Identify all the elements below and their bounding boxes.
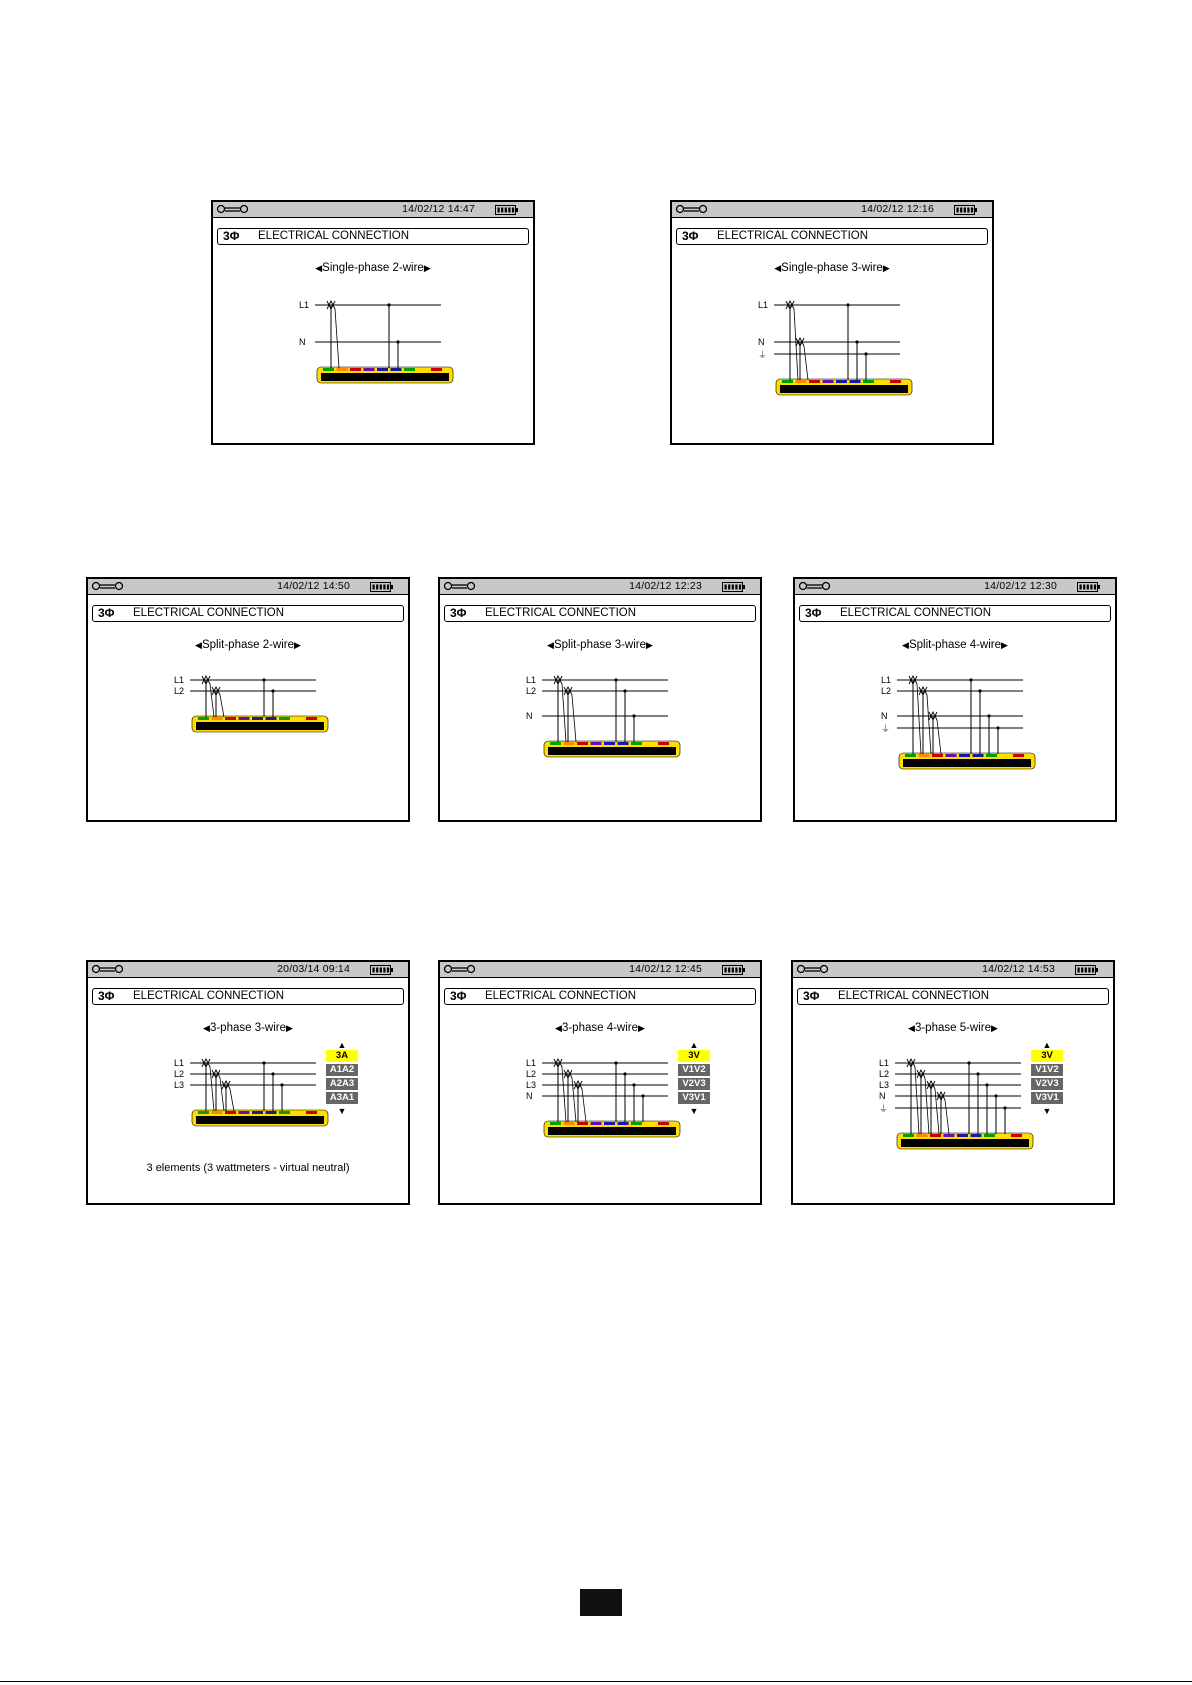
clamp-lead bbox=[230, 1089, 234, 1111]
terminal-mark bbox=[577, 742, 588, 745]
voltage-tap-dot bbox=[623, 1072, 626, 1075]
terminal-mark bbox=[604, 1122, 615, 1125]
meter-screen bbox=[211, 200, 535, 445]
mode-label: Single-phase 2-wire bbox=[322, 262, 424, 274]
voltage-tap-dot bbox=[614, 678, 617, 681]
terminal-mark bbox=[850, 380, 861, 383]
right-arrow-icon[interactable]: ▶ bbox=[423, 263, 431, 273]
meter-screen bbox=[793, 577, 1117, 822]
selector-option[interactable]: V1V2 bbox=[678, 1064, 710, 1076]
terminal-mark bbox=[591, 1122, 602, 1125]
connector-body bbox=[196, 1116, 324, 1124]
voltage-tap-dot bbox=[387, 303, 390, 306]
voltage-tap-dot bbox=[996, 726, 999, 729]
selector-option[interactable]: A1A2 bbox=[326, 1064, 358, 1076]
terminal-mark bbox=[919, 754, 930, 757]
down-arrow-icon[interactable]: ▼ bbox=[337, 1106, 347, 1116]
clamp-lead bbox=[220, 695, 224, 717]
phase-symbol: 3Φ bbox=[223, 229, 240, 243]
terminal-mark bbox=[998, 1134, 1009, 1137]
date-time: 14/02/12 14:47 bbox=[402, 203, 475, 215]
voltage-tap-dot bbox=[396, 340, 399, 343]
selector-option[interactable]: V2V3 bbox=[678, 1078, 710, 1090]
line-label: L2 bbox=[174, 1069, 185, 1079]
voltage-tap-dot bbox=[985, 1083, 988, 1086]
terminal-mark bbox=[796, 380, 807, 383]
wiring-diagram bbox=[795, 579, 1115, 820]
voltage-tap-dot bbox=[614, 1061, 617, 1064]
terminal-mark bbox=[577, 1122, 588, 1125]
terminal-mark bbox=[905, 754, 916, 757]
view-selector[interactable] bbox=[326, 1040, 358, 1116]
terminal-mark bbox=[946, 754, 957, 757]
phase-symbol: 3Φ bbox=[450, 606, 467, 620]
terminal-mark bbox=[645, 1122, 656, 1125]
screen-title: ELECTRICAL CONNECTION bbox=[485, 990, 637, 1002]
terminal-mark bbox=[809, 380, 820, 383]
terminal-mark bbox=[1000, 754, 1011, 757]
wiring-diagram bbox=[88, 579, 408, 820]
left-arrow-icon[interactable]: ◀ bbox=[555, 1023, 562, 1033]
terminal-mark bbox=[564, 1122, 575, 1125]
meter-screen bbox=[86, 577, 410, 822]
left-arrow-icon[interactable]: ◀ bbox=[908, 1023, 915, 1033]
screen-title: ELECTRICAL CONNECTION bbox=[840, 607, 992, 619]
selector-option[interactable]: 3V bbox=[678, 1050, 710, 1062]
line-label: L1 bbox=[758, 300, 769, 310]
up-arrow-icon[interactable]: ▲ bbox=[689, 1040, 699, 1050]
left-arrow-icon[interactable]: ◀ bbox=[203, 1023, 210, 1033]
clamp-lead bbox=[582, 1089, 586, 1122]
line-label: L1 bbox=[526, 675, 537, 685]
terminal-mark bbox=[364, 368, 375, 371]
voltage-tap-dot bbox=[855, 340, 858, 343]
terminal-mark bbox=[550, 742, 561, 745]
screen-title: ELECTRICAL CONNECTION bbox=[485, 607, 637, 619]
mode-label: Split-phase 3-wire bbox=[553, 639, 647, 651]
line-label: L3 bbox=[174, 1080, 185, 1090]
terminal-mark bbox=[604, 742, 615, 745]
line-label: L3 bbox=[879, 1080, 890, 1090]
terminal-mark bbox=[225, 1111, 236, 1114]
line-label: L1 bbox=[881, 675, 892, 685]
terminal-mark bbox=[431, 368, 442, 371]
voltage-tap-dot bbox=[1003, 1106, 1006, 1109]
connector-body bbox=[780, 385, 908, 393]
screen-title: ELECTRICAL CONNECTION bbox=[133, 607, 285, 619]
voltage-tap-dot bbox=[623, 689, 626, 692]
voltage-tap-dot bbox=[976, 1072, 979, 1075]
line-label: N bbox=[526, 711, 533, 721]
page-number-box bbox=[580, 1589, 622, 1616]
right-arrow-icon[interactable]: ▶ bbox=[286, 1023, 293, 1033]
clamp-lead bbox=[572, 695, 576, 742]
line-label: N bbox=[879, 1091, 886, 1101]
terminal-mark bbox=[890, 380, 901, 383]
terminal-mark bbox=[198, 1111, 209, 1114]
terminal-mark bbox=[293, 1111, 304, 1114]
wiring-diagram bbox=[440, 962, 760, 1203]
terminal-mark bbox=[782, 380, 793, 383]
terminal-mark bbox=[239, 1111, 250, 1114]
terminal-mark bbox=[564, 742, 575, 745]
line-label: L1 bbox=[299, 300, 310, 310]
phase-symbol: 3Φ bbox=[803, 989, 820, 1003]
terminal-mark bbox=[293, 717, 304, 720]
connector-body bbox=[548, 747, 676, 755]
phase-symbol: 3Φ bbox=[98, 606, 115, 620]
down-arrow-icon[interactable]: ▼ bbox=[689, 1106, 699, 1116]
date-time: 14/02/12 12:30 bbox=[984, 580, 1057, 592]
terminal-mark bbox=[836, 380, 847, 383]
terminal-mark bbox=[631, 1122, 642, 1125]
date-time: 14/02/12 12:45 bbox=[629, 963, 702, 975]
up-arrow-icon[interactable]: ▲ bbox=[337, 1040, 347, 1050]
voltage-tap-dot bbox=[978, 689, 981, 692]
wiring-diagram bbox=[440, 579, 760, 820]
selector-option[interactable]: V2V3 bbox=[1031, 1078, 1063, 1090]
line-label: L1 bbox=[879, 1058, 890, 1068]
terminal-mark bbox=[404, 368, 415, 371]
terminal-mark bbox=[323, 368, 334, 371]
connector-body bbox=[196, 722, 324, 730]
terminal-mark bbox=[279, 717, 290, 720]
ground-icon: ⏚ bbox=[879, 1104, 889, 1114]
phase-symbol: 3Φ bbox=[805, 606, 822, 620]
terminal-mark bbox=[198, 717, 209, 720]
terminal-mark bbox=[863, 380, 874, 383]
terminal-mark bbox=[266, 717, 277, 720]
terminal-mark bbox=[903, 1134, 914, 1137]
wiring-diagram bbox=[793, 962, 1113, 1203]
voltage-tap-dot bbox=[967, 1061, 970, 1064]
terminal-mark bbox=[618, 742, 629, 745]
terminal-mark bbox=[391, 368, 402, 371]
view-selector[interactable] bbox=[1031, 1040, 1063, 1116]
right-arrow-icon[interactable]: ▶ bbox=[638, 1023, 645, 1033]
phase-symbol: 3Φ bbox=[98, 989, 115, 1003]
terminal-mark bbox=[252, 717, 263, 720]
terminal-mark bbox=[645, 742, 656, 745]
terminal-mark bbox=[337, 368, 348, 371]
terminal-mark bbox=[306, 717, 317, 720]
date-time: 14/02/12 14:50 bbox=[277, 580, 350, 592]
selector-option[interactable]: A3A1 bbox=[326, 1092, 358, 1104]
right-arrow-icon[interactable]: ▶ bbox=[882, 263, 890, 273]
terminal-mark bbox=[212, 717, 223, 720]
clamp-lead bbox=[804, 346, 808, 380]
terminal-mark bbox=[266, 1111, 277, 1114]
terminal-mark bbox=[959, 754, 970, 757]
date-time: 14/02/12 12:16 bbox=[861, 203, 934, 215]
right-arrow-icon[interactable]: ▶ bbox=[991, 1023, 998, 1033]
date-time: 20/03/14 09:14 bbox=[277, 963, 350, 975]
terminal-mark bbox=[1011, 1134, 1022, 1137]
terminal-mark bbox=[930, 1134, 941, 1137]
terminal-mark bbox=[631, 742, 642, 745]
terminal-mark bbox=[917, 1134, 928, 1137]
selector-option[interactable]: V3V1 bbox=[1031, 1092, 1063, 1104]
voltage-tap-dot bbox=[969, 678, 972, 681]
wiring-diagram bbox=[213, 202, 533, 443]
voltage-tap-dot bbox=[641, 1094, 644, 1097]
line-label: L1 bbox=[174, 1058, 185, 1068]
terminal-mark bbox=[377, 368, 388, 371]
voltage-tap-dot bbox=[280, 1083, 283, 1086]
clamp-lead bbox=[794, 309, 798, 380]
screen-title: ELECTRICAL CONNECTION bbox=[133, 990, 285, 1002]
terminal-mark bbox=[984, 1134, 995, 1137]
left-arrow-icon[interactable]: ◀ bbox=[195, 640, 202, 650]
terminal-mark bbox=[658, 1122, 669, 1125]
line-label: L2 bbox=[881, 686, 892, 696]
right-arrow-icon[interactable]: ▶ bbox=[646, 640, 653, 650]
terminal-mark bbox=[618, 1122, 629, 1125]
mode-label: Single-phase 3-wire bbox=[781, 262, 883, 274]
line-label: L2 bbox=[879, 1069, 890, 1079]
selector-option[interactable]: A2A3 bbox=[326, 1078, 358, 1090]
line-label: L2 bbox=[526, 1069, 537, 1079]
meter-screen bbox=[438, 960, 762, 1205]
terminal-mark bbox=[973, 754, 984, 757]
terminal-mark bbox=[591, 742, 602, 745]
terminal-mark bbox=[550, 1122, 561, 1125]
right-arrow-icon[interactable]: ▶ bbox=[294, 640, 301, 650]
terminal-mark bbox=[225, 717, 236, 720]
selector-option[interactable]: V3V1 bbox=[678, 1092, 710, 1104]
terminal-mark bbox=[1013, 754, 1024, 757]
line-label: L3 bbox=[526, 1080, 537, 1090]
ground-icon: ⏚ bbox=[881, 724, 891, 734]
terminal-mark bbox=[239, 717, 250, 720]
screen-title: ELECTRICAL CONNECTION bbox=[717, 230, 869, 242]
date-time: 14/02/12 12:23 bbox=[629, 580, 702, 592]
line-label: L1 bbox=[526, 1058, 537, 1068]
line-label: N bbox=[526, 1091, 533, 1101]
terminal-mark bbox=[658, 742, 669, 745]
voltage-tap-dot bbox=[846, 303, 849, 306]
voltage-tap-dot bbox=[994, 1094, 997, 1097]
down-arrow-icon[interactable]: ▼ bbox=[1042, 1106, 1052, 1116]
voltage-tap-dot bbox=[271, 689, 274, 692]
clamp-lead bbox=[335, 309, 339, 368]
connection-caption: 3 elements (3 wattmeters - virtual neutral) bbox=[146, 1162, 350, 1174]
view-selector[interactable] bbox=[678, 1040, 710, 1116]
meter-screen bbox=[438, 577, 762, 822]
terminal-mark bbox=[957, 1134, 968, 1137]
left-arrow-icon[interactable]: ◀ bbox=[547, 640, 554, 650]
phase-symbol: 3Φ bbox=[682, 229, 699, 243]
terminal-mark bbox=[986, 754, 997, 757]
date-time: 14/02/12 14:53 bbox=[982, 963, 1055, 975]
meter-screen bbox=[86, 960, 410, 1205]
voltage-tap-dot bbox=[271, 1072, 274, 1075]
selector-option[interactable]: 3A bbox=[326, 1050, 358, 1062]
connector-body bbox=[903, 759, 1031, 767]
mode-label: 3-phase 4-wire bbox=[561, 1022, 639, 1034]
voltage-tap-dot bbox=[262, 678, 265, 681]
left-arrow-icon[interactable]: ◀ bbox=[774, 263, 782, 273]
terminal-mark bbox=[823, 380, 834, 383]
clamp-lead bbox=[937, 720, 941, 754]
line-label: N bbox=[758, 337, 765, 347]
ground-icon: ⏚ bbox=[758, 350, 768, 360]
screen-title: ELECTRICAL CONNECTION bbox=[838, 990, 990, 1002]
screen-title: ELECTRICAL CONNECTION bbox=[258, 230, 410, 242]
mode-label: 3-phase 5-wire bbox=[914, 1022, 992, 1034]
connector-body bbox=[321, 373, 449, 381]
mode-label: 3-phase 3-wire bbox=[209, 1022, 287, 1034]
voltage-tap-dot bbox=[987, 714, 990, 717]
voltage-tap-dot bbox=[864, 352, 867, 355]
line-label: L2 bbox=[174, 686, 185, 696]
terminal-mark bbox=[212, 1111, 223, 1114]
up-arrow-icon[interactable]: ▲ bbox=[1042, 1040, 1052, 1050]
phase-symbol: 3Φ bbox=[450, 989, 467, 1003]
wiring-diagram bbox=[672, 202, 992, 443]
clamp-lead bbox=[945, 1100, 949, 1134]
voltage-tap-dot bbox=[632, 714, 635, 717]
left-arrow-icon[interactable]: ◀ bbox=[315, 263, 323, 273]
right-arrow-icon[interactable]: ▶ bbox=[1001, 640, 1008, 650]
line-label: L1 bbox=[174, 675, 185, 685]
line-label: N bbox=[299, 337, 306, 347]
terminal-mark bbox=[306, 1111, 317, 1114]
selector-option[interactable]: 3V bbox=[1031, 1050, 1063, 1062]
clamp-lead bbox=[927, 695, 931, 754]
terminal-mark bbox=[877, 380, 888, 383]
left-arrow-icon[interactable]: ◀ bbox=[902, 640, 909, 650]
terminal-mark bbox=[350, 368, 361, 371]
terminal-mark bbox=[971, 1134, 982, 1137]
terminal-mark bbox=[944, 1134, 955, 1137]
mode-label: Split-phase 4-wire bbox=[908, 639, 1002, 651]
voltage-tap-dot bbox=[632, 1083, 635, 1086]
bottom-rule bbox=[0, 1681, 1192, 1682]
terminal-mark bbox=[279, 1111, 290, 1114]
terminal-mark bbox=[932, 754, 943, 757]
terminal-mark bbox=[418, 368, 429, 371]
connector-body bbox=[548, 1127, 676, 1135]
meter-screen bbox=[791, 960, 1115, 1205]
voltage-tap-dot bbox=[262, 1061, 265, 1064]
meter-screen bbox=[670, 200, 994, 445]
mode-label: Split-phase 2-wire bbox=[201, 639, 295, 651]
line-label: N bbox=[881, 711, 888, 721]
line-label: L2 bbox=[526, 686, 537, 696]
terminal-mark bbox=[252, 1111, 263, 1114]
selector-option[interactable]: V1V2 bbox=[1031, 1064, 1063, 1076]
connector-body bbox=[901, 1139, 1029, 1147]
